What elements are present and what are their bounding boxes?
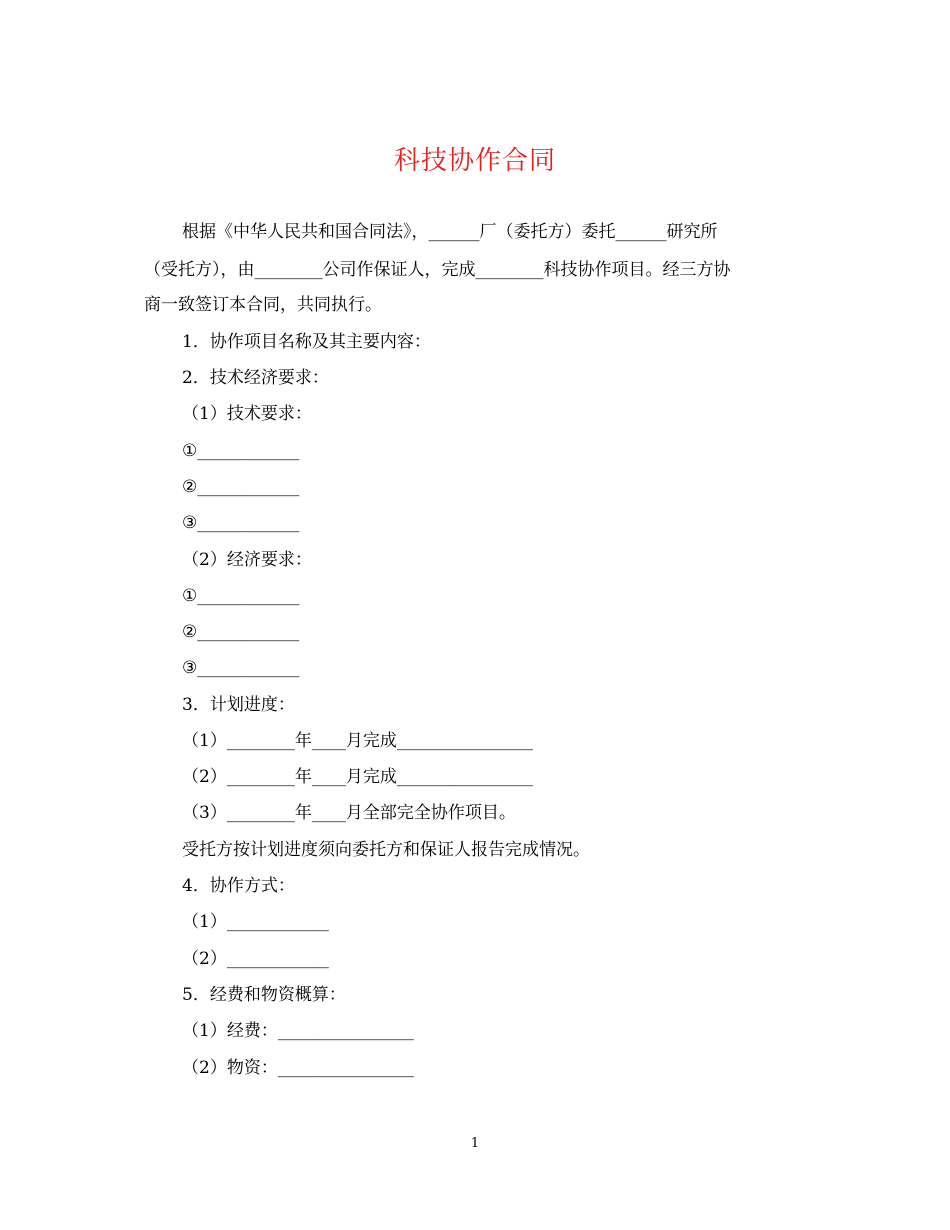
clause-5-heading: 5．经费和物资概算： bbox=[182, 985, 346, 1005]
econ-item-3: ③____________ bbox=[182, 658, 300, 678]
clause-4-heading: 4．协作方式： bbox=[182, 876, 295, 896]
clause-3-heading: 3．计划进度： bbox=[182, 695, 295, 715]
tech-item-1: ①____________ bbox=[182, 441, 300, 461]
method-item-1: （1）____________ bbox=[182, 912, 329, 932]
clause-2-1-heading: （1）技术要求： bbox=[182, 404, 312, 424]
schedule-item-3: （3）________年____月全部完全协作项目。 bbox=[182, 803, 516, 823]
econ-item-1: ①____________ bbox=[182, 586, 300, 606]
page-number: 1 bbox=[470, 1136, 480, 1151]
intro-line-1: 根据《中华人民共和国合同法》，______厂（委托方）委托______研究所 bbox=[182, 222, 718, 242]
budget-materials: （2）物资：________________ bbox=[182, 1058, 414, 1078]
schedule-item-2: （2）________年____月完成________________ bbox=[182, 767, 533, 787]
tech-item-3: ③____________ bbox=[182, 513, 300, 533]
document-title: 科技协作合同 bbox=[393, 146, 556, 176]
clause-1-heading: 1．协作项目名称及其主要内容： bbox=[182, 332, 431, 352]
econ-item-2: ②____________ bbox=[182, 622, 300, 642]
tech-item-2: ②____________ bbox=[182, 477, 300, 497]
clause-2-heading: 2．技术经济要求： bbox=[182, 368, 329, 388]
schedule-report-note: 受托方按计划进度须向委托方和保证人报告完成情况。 bbox=[182, 840, 590, 860]
intro-line-3: 商一致签订本合同，共同执行。 bbox=[144, 295, 382, 315]
budget-funds: （1）经费：________________ bbox=[182, 1021, 414, 1041]
schedule-item-1: （1）________年____月完成________________ bbox=[182, 731, 533, 751]
intro-line-2: （受托方），由________公司作保证人，完成________科技协作项目。经三方协 bbox=[144, 260, 731, 280]
method-item-2: （2）____________ bbox=[182, 949, 329, 969]
clause-2-2-heading: （2）经济要求： bbox=[182, 550, 312, 570]
